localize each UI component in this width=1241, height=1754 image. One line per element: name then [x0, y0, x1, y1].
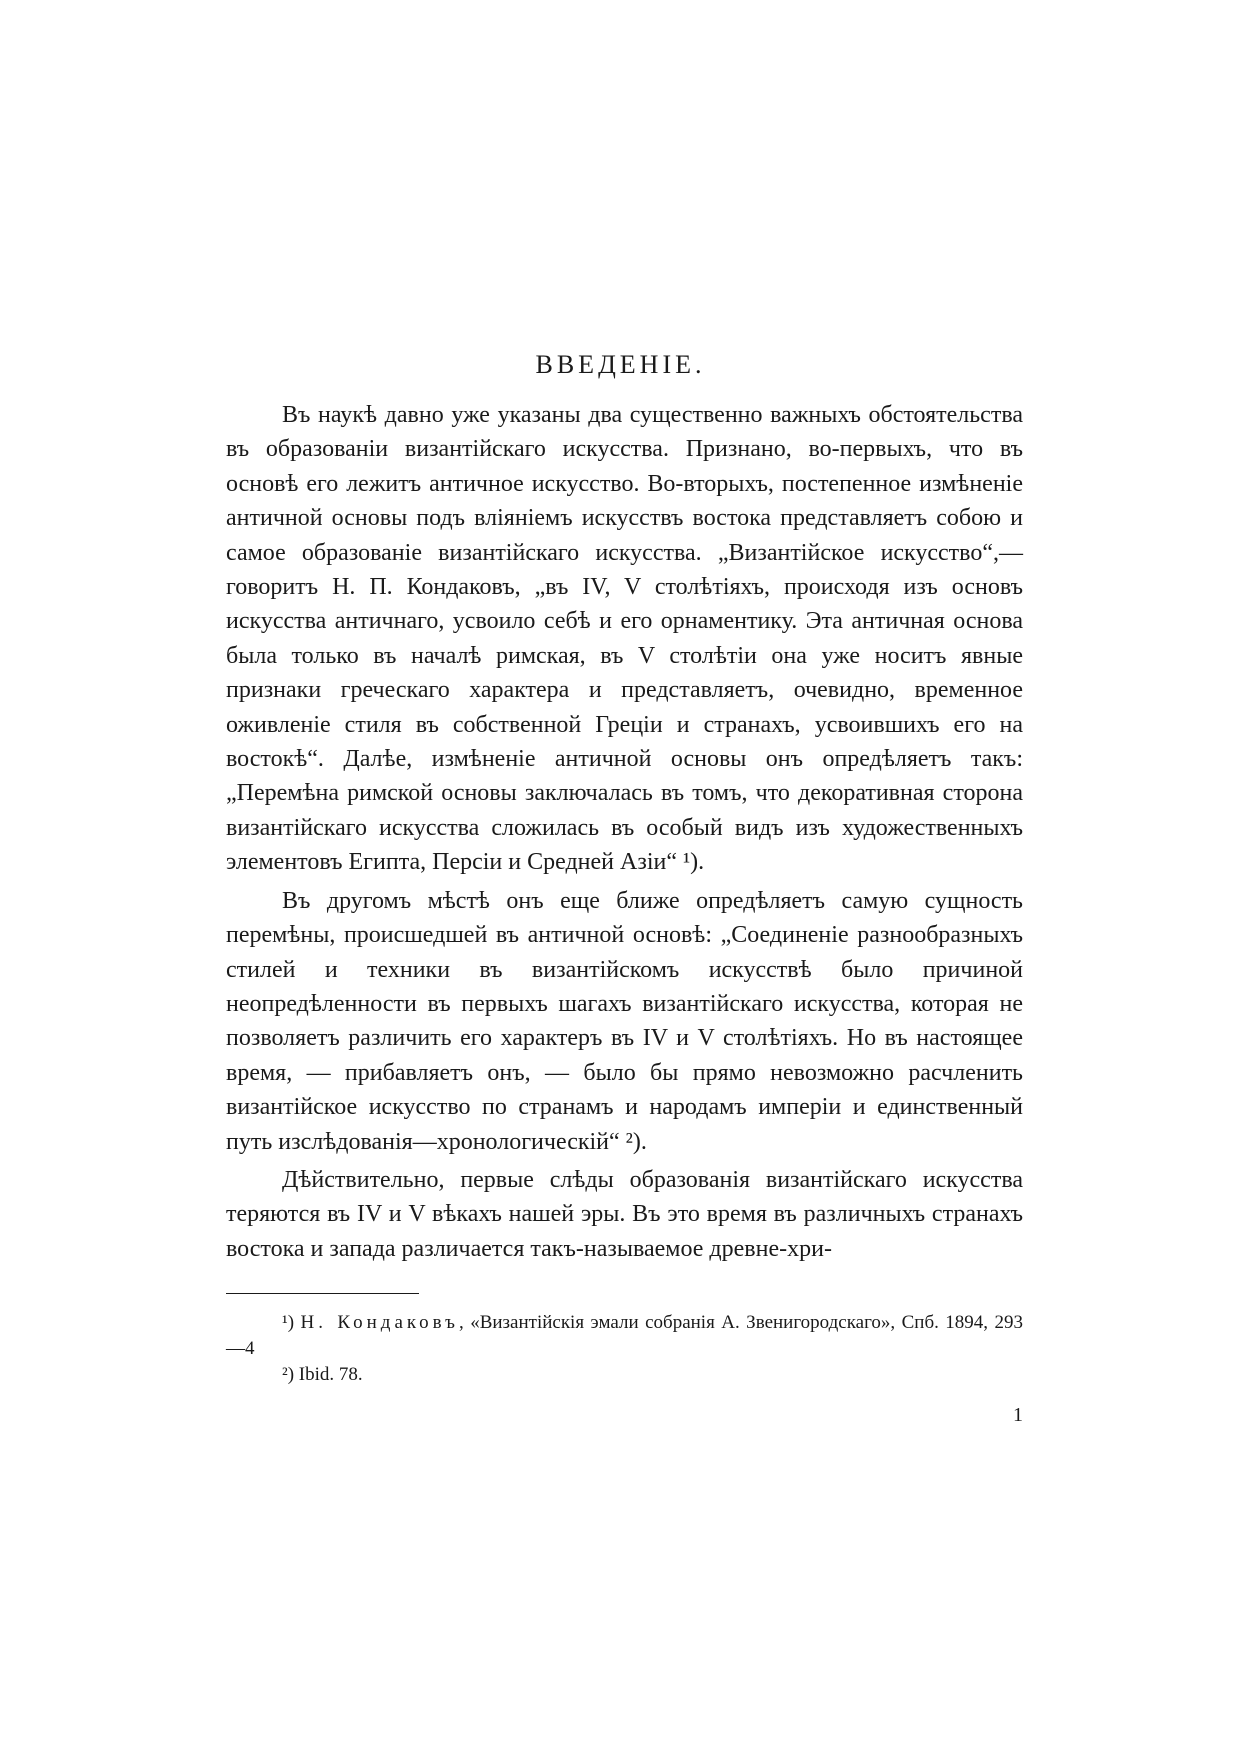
footnote-1-author: Н. Кондаковъ — [300, 1312, 459, 1333]
page-number: 1 — [1013, 1404, 1023, 1426]
main-text — [226, 398, 1023, 1270]
paragraph-2: Въ другомъ мѣстѣ онъ еще ближе опредѣляетъ самую сущность перемѣны, происшедшей въ античной основѣ: „Соединеніе разнообразныхъ стилей и техники въ византійскомъ искусствѣ было причиной неопредѣленности въ первыхъ шагахъ византійскаго искусства, которая не позволяетъ различить его характеръ въ IV и V столѣтіяхъ. Но въ настоящее время, — прибавляетъ онъ, — было бы прямо невозможно расчленить византійское искусство по странамъ и народамъ имперіи и единственный путь изслѣдованія—хронологическій“ ²). — [226, 887, 1023, 1155]
paragraph-3: Дѣйствительно, первые слѣды образованія византійскаго искусства теряются въ IV и V вѣкахъ нашей эры. Въ это время въ различныхъ странахъ востока и запада различается такъ-называемое древне-хри- — [226, 1166, 1023, 1262]
footnote-2-marker: ²) — [282, 1364, 295, 1385]
footnote-1-text: , «Византійскія эмали собранія А. Звенигородскаго», Спб. 1894, 293—4 — [226, 1312, 1023, 1359]
footnote-1 — [226, 1310, 1023, 1362]
chapter-title: ВВЕДЕНІЕ. — [535, 350, 706, 379]
footnotes — [226, 1310, 1023, 1388]
footnote-separator — [226, 1293, 419, 1294]
footnote-2-text: Ibid. 78. — [298, 1364, 363, 1385]
footnote-2 — [226, 1362, 1023, 1388]
paragraph-1: Въ наукѣ давно уже указаны два существенно важныхъ обстоятельства въ образованіи византійскаго искусства. Признано, во-первыхъ, что въ основѣ его лежитъ античное искусство. Во-вторыхъ, постепенное измѣненіе античной основы подъ вліяніемъ искусствъ востока представляетъ собою и самое образованіе византійскаго искусства. „Византійское искусство“,—говоритъ Н. П. Кондаковъ, „въ IV, V столѣтіяхъ, происходя изъ основъ искусства античнаго, усвоило себѣ и его орнаментику. Эта античная основа была только въ началѣ римская, въ V столѣтіи она уже носитъ явные признаки греческаго характера и представляетъ, очевидно, временное оживленіе стиля въ собственной Греціи и странахъ, усвоившихъ его на востокѣ“. Далѣе, измѣненіе античной основы онъ опредѣляетъ такъ: „Перемѣна римской основы заключалась въ томъ, что декоративная сторона византійскаго искусства сложилась въ особый видъ изъ художественныхъ элементовъ Египта, Персіи и Средней Азіи“ ¹). — [226, 402, 1023, 876]
footnote-1-marker: ¹) — [282, 1312, 295, 1333]
